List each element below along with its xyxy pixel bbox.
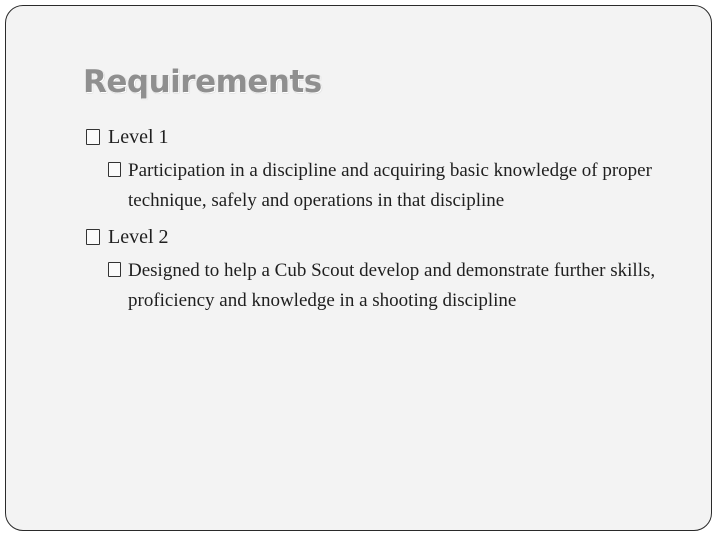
slide — [5, 5, 712, 531]
bullet-level-1 — [86, 122, 696, 152]
slide-title: Requirements — [83, 64, 322, 100]
missing-glyph-box-icon — [86, 129, 100, 145]
bullet-label: Level 1 — [108, 126, 169, 148]
bullet-list — [86, 122, 696, 322]
missing-glyph-box-icon — [108, 162, 121, 177]
sub-bullet-level-2 — [108, 256, 696, 316]
bullet-level-2 — [86, 222, 696, 252]
sub-bullet-text: Designed to help a Cub Scout develop and demonstrate further skills, proficiency and knowledge in a shooting discipline — [128, 260, 656, 311]
sub-bullet-level-1 — [108, 156, 696, 216]
sub-bullet-text: Participation in a discipline and acquiring basic knowledge of proper technique, safely and operations in that discipline — [128, 160, 652, 211]
missing-glyph-box-icon — [108, 262, 121, 277]
missing-glyph-box-icon — [86, 229, 100, 245]
bullet-label: Level 2 — [108, 226, 169, 248]
